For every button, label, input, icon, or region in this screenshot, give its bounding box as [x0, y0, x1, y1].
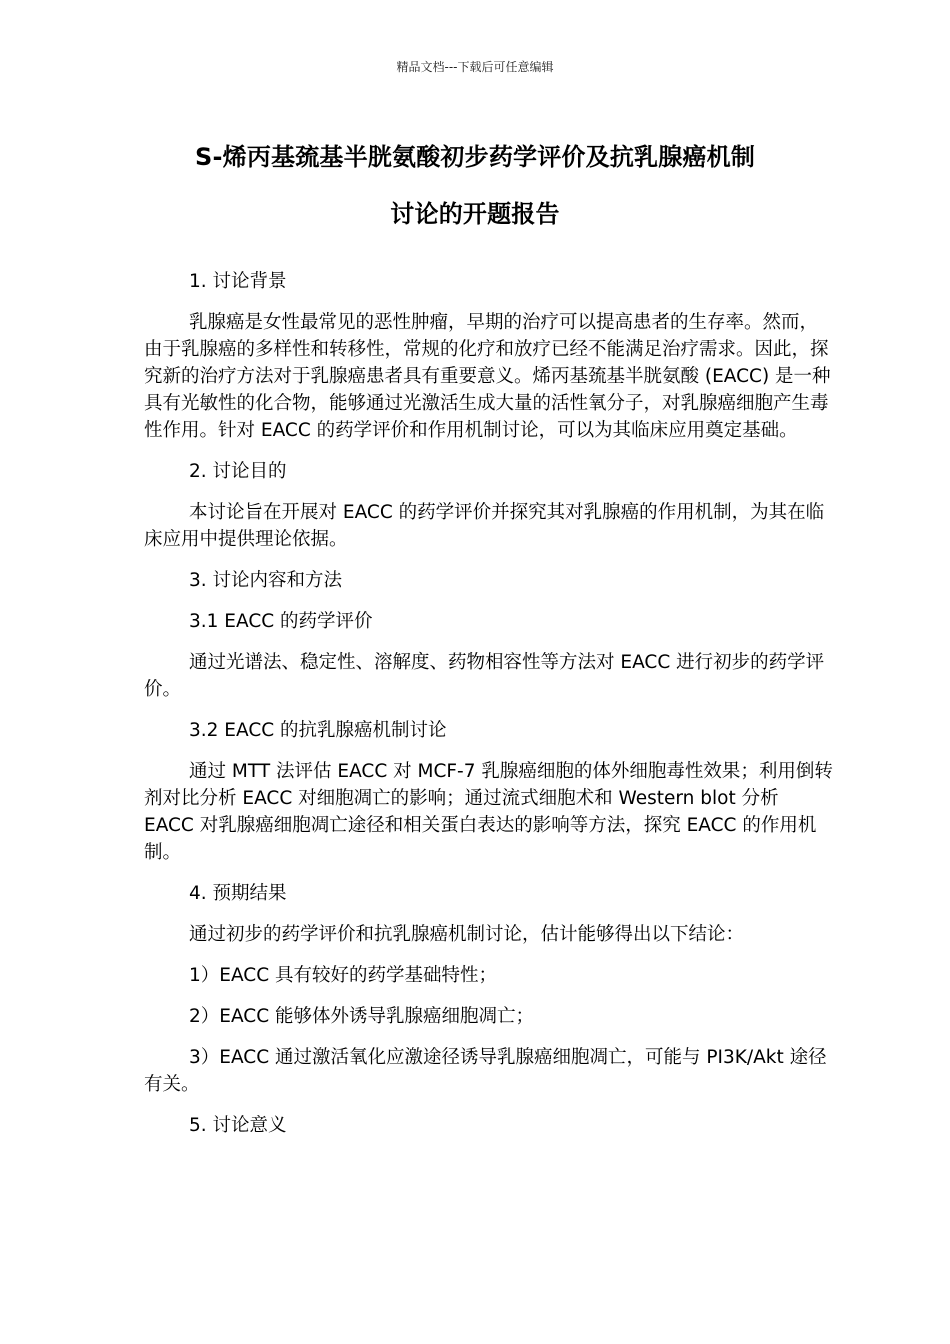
page-header-note: 精品文档---下载后可任意编辑	[396, 60, 554, 74]
section-3-heading: 3. 讨论内容和方法	[189, 570, 343, 591]
section-3-2-heading: 3.2 EACC 的抗乳腺癌机制讨论	[189, 720, 447, 741]
document-title-line-1: S-烯丙基巯基半胱氨酸初步药学评价及抗乳腺癌机制	[194, 143, 756, 171]
document-title-line-2: 讨论的开题报告	[390, 200, 560, 228]
section-5-heading: 5. 讨论意义	[189, 1115, 287, 1136]
section-4-item-1: 1）EACC 具有较好的药学基础特性；	[189, 965, 498, 986]
section-4-item-2: 2）EACC 能够体外诱导乳腺癌细胞凋亡；	[189, 1006, 535, 1027]
document-body	[144, 268, 834, 1153]
section-3-2-paragraph: 通过 MTT 法评估 EACC 对 MCF-7 乳腺癌细胞的体外细胞毒性效果；利用倒转剂对比分析 EACC 对细胞凋亡的影响；通过流式细胞术和 Western blot 分析 EACC 对乳腺癌细胞凋亡途径和相关蛋白表达的影响等方法，探究 EACC 的作用机制。	[144, 761, 833, 863]
section-3-1-heading: 3.1 EACC 的药学评价	[189, 611, 373, 632]
section-2-paragraph: 本讨论旨在开展对 EACC 的药学评价并探究其对乳腺癌的作用机制，为其在临床应用中提供理论依据。	[144, 502, 825, 550]
section-2-heading: 2. 讨论目的	[189, 461, 287, 482]
section-4-item-3: 3）EACC 通过激活氧化应激途径诱导乳腺癌细胞凋亡，可能与 PI3K/Akt 途径有关。	[144, 1047, 827, 1095]
section-1-paragraph: 乳腺癌是女性最常见的恶性肿瘤，早期的治疗可以提高患者的生存率。然而，由于乳腺癌的多样性和转移性，常规的化疗和放疗已经不能满足治疗需求。因此，探究新的治疗方法对于乳腺癌患者具有重要意义。烯丙基巯基半胱氨酸 (EACC) 是一种具有光敏性的化合物，能够通过光激活生成大量的活性氧分子，对乳腺癌细胞产生毒性作用。针对 EACC 的药学评价和作用机制讨论，可以为其临床应用奠定基础。	[144, 312, 831, 441]
section-4-intro: 通过初步的药学评价和抗乳腺癌机制讨论，估计能够得出以下结论：	[189, 924, 745, 945]
section-4-heading: 4. 预期结果	[189, 883, 287, 904]
section-1-heading: 1. 讨论背景	[189, 271, 287, 292]
section-3-1-paragraph: 通过光谱法、稳定性、溶解度、药物相容性等方法对 EACC 进行初步的药学评价。	[144, 652, 825, 700]
